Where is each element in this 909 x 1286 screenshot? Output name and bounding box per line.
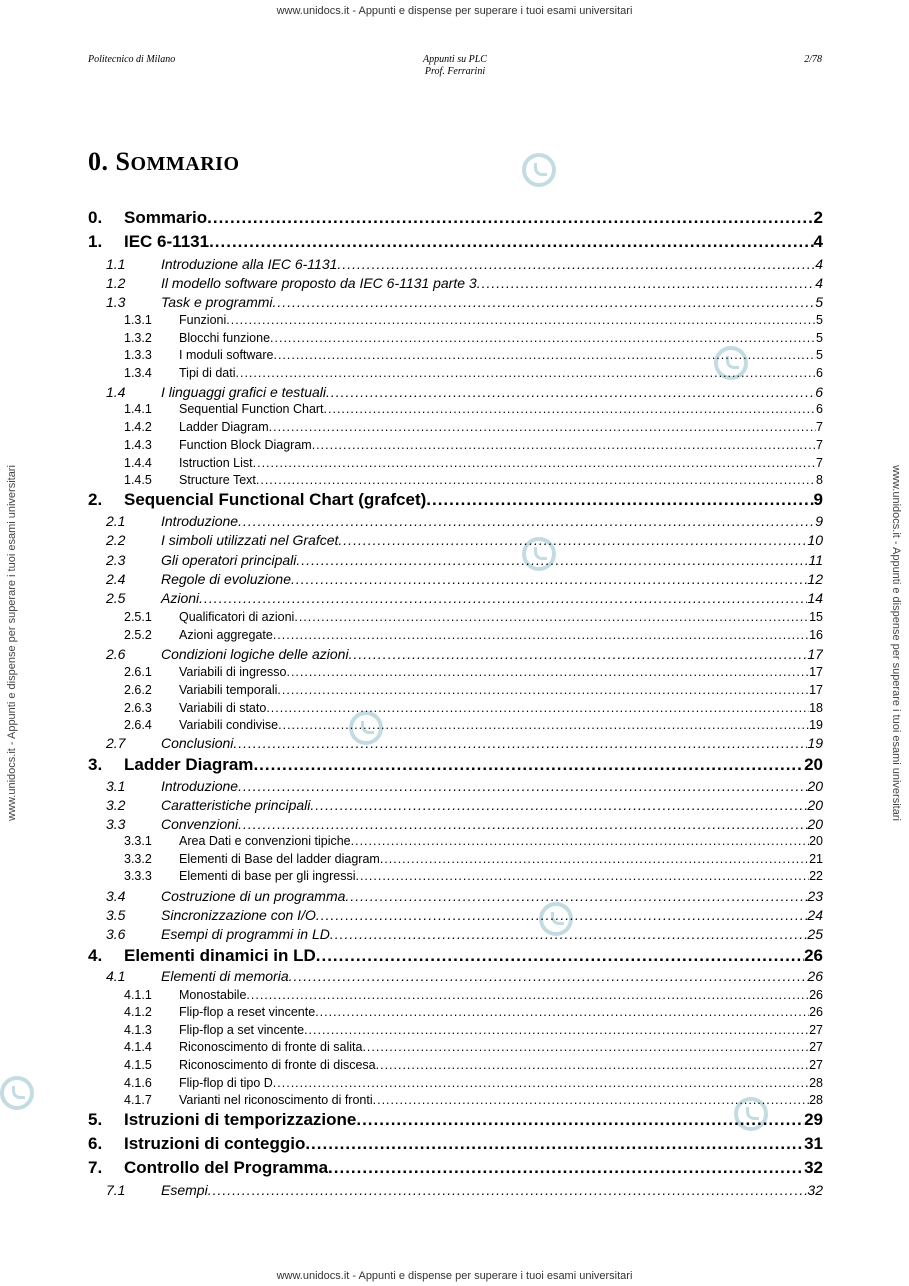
- toc-entry-label: Istruzioni di temporizzazione: [124, 1110, 357, 1129]
- toc-entry-number: 2.1: [106, 513, 126, 529]
- toc-entry-number: 4.1.7: [124, 1093, 152, 1107]
- toc-entry-label: Convenzioni: [161, 816, 239, 832]
- toc-entry-label: I linguaggi grafici e testuali: [161, 384, 326, 400]
- page-title: [88, 147, 240, 177]
- toc-entry-label: IEC 6-1131: [124, 232, 210, 251]
- toc-entry-level-2[interactable]: [88, 926, 823, 944]
- toc-entry-page: 20: [807, 816, 823, 832]
- toc-entry-level-3[interactable]: [88, 402, 823, 419]
- toc-entry-label: Costruzione di un programma: [161, 888, 346, 904]
- toc-entry-number: 4.1.1: [124, 988, 152, 1002]
- toc-leader-dots: [238, 816, 807, 832]
- toc-leader-dots: [273, 348, 816, 362]
- toc-leader-dots: [238, 778, 807, 794]
- toc-entry-number: 1.4.3: [124, 438, 152, 452]
- toc-entry-label: Istruction List: [179, 456, 253, 470]
- toc-entry-number: 2.5.2: [124, 628, 152, 642]
- toc-entry-number: 1.3.1: [124, 313, 152, 327]
- toc-leader-dots: [278, 718, 809, 732]
- toc-entry-level-1[interactable]: [88, 1110, 823, 1132]
- toc-entry-level-3[interactable]: [88, 1005, 823, 1022]
- toc-entry-level-2[interactable]: [88, 513, 823, 531]
- toc-entry-page: 15: [809, 610, 823, 624]
- toc-entry-label: Conclusioni: [161, 735, 234, 751]
- toc-entry-label: Monostabile: [179, 988, 247, 1002]
- toc-entry-page: 4: [813, 232, 823, 251]
- toc-entry-label: Sequential Function Chart: [179, 402, 324, 416]
- toc-leader-dots: [286, 665, 809, 679]
- toc-entry-number: 3.3: [106, 816, 126, 832]
- toc-leader-dots: [326, 384, 815, 400]
- toc-entry-label: Qualificatori di azioni: [179, 610, 295, 624]
- toc-entry-number: 1.2: [106, 275, 126, 291]
- toc-leader-dots: [351, 834, 809, 848]
- toc-entry-page: 11: [808, 552, 823, 568]
- toc-entry-label: I moduli software: [179, 348, 274, 362]
- toc-entry-number: 3.4: [106, 888, 126, 904]
- toc-entry-label: Variabili di ingresso: [179, 665, 287, 679]
- watermark-banner-top: www.unidocs.it - Appunti e dispense per superare i tuoi esami universitari: [276, 5, 633, 17]
- toc-entry-level-2[interactable]: [88, 294, 823, 312]
- toc-entry-label: Flip-flop a set vincente: [179, 1023, 305, 1037]
- toc-entry-page: 17: [807, 646, 823, 662]
- toc-entry-label: Regole di evoluzione: [161, 571, 291, 587]
- toc-leader-dots: [226, 313, 816, 327]
- toc-entry-number: 7.1: [106, 1182, 126, 1198]
- toc-entry-page: 29: [804, 1110, 823, 1129]
- toc-entry-number: 3.: [88, 755, 103, 774]
- toc-entry-page: 17: [809, 683, 823, 697]
- toc-entry-page: 20: [809, 834, 823, 848]
- toc-entry-label: Blocchi funzione: [179, 331, 271, 345]
- toc-entry-number: 4.1.5: [124, 1058, 152, 1072]
- toc-leader-dots: [289, 968, 808, 984]
- watermark-banner-bottom: www.unidocs.it - Appunti e dispense per superare i tuoi esami universitari: [276, 1270, 633, 1282]
- toc-entry-level-2[interactable]: [88, 571, 823, 589]
- toc-leader-dots: [315, 1005, 809, 1019]
- toc-entry-number: 7.: [88, 1158, 103, 1177]
- toc-entry-level-2[interactable]: [88, 888, 823, 906]
- toc-leader-dots: [294, 610, 809, 624]
- toc-entry-number: 4.1.6: [124, 1076, 152, 1090]
- toc-entry-label: Caratteristiche principali: [161, 797, 311, 813]
- toc-entry-number: 2.2: [106, 532, 126, 548]
- toc-entry-number: 3.3.1: [124, 834, 152, 848]
- toc-entry-level-2[interactable]: [88, 907, 823, 925]
- toc-entry-page: 28: [809, 1093, 823, 1107]
- toc-entry-label: Structure Text: [179, 473, 256, 487]
- toc-entry-level-2[interactable]: [88, 552, 823, 570]
- toc-entry-number: 1.4.1: [124, 402, 152, 416]
- toc-entry-label: Flip-flop a reset vincente: [179, 1005, 316, 1019]
- toc-entry-number: 1.3.3: [124, 348, 152, 362]
- toc-entry-page: 5: [815, 294, 823, 310]
- toc-entry-level-2[interactable]: [88, 778, 823, 796]
- toc-entry-label: Introduzione alla IEC 6-1131: [161, 256, 338, 272]
- toc-entry-label: Varianti nel riconoscimento di fronti: [179, 1093, 373, 1107]
- toc-leader-dots: [256, 473, 816, 487]
- toc-entry-number: 4.: [88, 946, 103, 965]
- page-title-initial: S: [115, 147, 131, 176]
- toc-entry-level-3[interactable]: [88, 420, 823, 437]
- toc-leader-dots: [209, 232, 813, 252]
- toc-leader-dots: [291, 571, 807, 587]
- toc-entry-page: 31: [804, 1134, 823, 1153]
- toc-entry-level-3[interactable]: [88, 348, 823, 365]
- toc-entry-level-1[interactable]: [88, 755, 823, 777]
- toc-entry-label: Controllo del Programma: [124, 1158, 329, 1177]
- toc-entry-page: 20: [804, 755, 823, 774]
- toc-entry-page: 28: [809, 1076, 823, 1090]
- toc-entry-level-3[interactable]: [88, 683, 823, 700]
- toc-entry-page: 26: [809, 1005, 823, 1019]
- toc-entry-number: 4.1.3: [124, 1023, 152, 1037]
- toc-entry-number: 2.5.1: [124, 610, 152, 624]
- watermark-side-left-text: www.unidocs.it - Appunti e dispense per superare i tuoi esami universitari: [6, 465, 19, 821]
- toc-entry-number: 1.3.2: [124, 331, 152, 345]
- toc-entry-level-2[interactable]: [88, 735, 823, 753]
- header-course: [380, 54, 530, 78]
- toc-leader-dots: [337, 256, 815, 272]
- toc-entry-label: Elementi di base per gli ingressi: [179, 869, 356, 883]
- toc-entry-page: 5: [816, 331, 823, 345]
- toc-entry-page: 10: [807, 532, 823, 548]
- toc-entry-page: 2: [813, 208, 823, 227]
- toc-entry-label: Elementi di Base del ladder diagram: [179, 852, 380, 866]
- toc-entry-page: 25: [807, 926, 823, 942]
- toc-entry-number: 3.3.3: [124, 869, 152, 883]
- toc-entry-level-1[interactable]: [88, 208, 823, 230]
- toc-entry-page: 32: [807, 1182, 823, 1198]
- toc-leader-dots: [362, 1040, 809, 1054]
- toc-entry-number: 2.6.2: [124, 683, 152, 697]
- toc-entry-number: 5.: [88, 1110, 103, 1129]
- toc-entry-page: 18: [809, 701, 823, 715]
- toc-entry-label: Elementi di memoria: [161, 968, 289, 984]
- toc-entry-page: 26: [807, 968, 823, 984]
- toc-entry-label: Task e programmi: [161, 294, 273, 310]
- toc-entry-page: 6: [815, 384, 823, 400]
- toc-entry-level-1[interactable]: [88, 946, 823, 968]
- toc-leader-dots: [328, 1158, 804, 1178]
- toc-entry-label: Riconoscimento di fronte di salita: [179, 1040, 363, 1054]
- toc-entry-page: 17: [809, 665, 823, 679]
- toc-leader-dots: [266, 701, 809, 715]
- toc-leader-dots: [238, 513, 815, 529]
- toc-entry-page: 27: [809, 1058, 823, 1072]
- toc-entry-level-2[interactable]: [88, 646, 823, 664]
- toc-leader-dots: [270, 331, 816, 345]
- toc-leader-dots: [373, 1093, 809, 1107]
- toc-entry-label: Azioni aggregate: [179, 628, 273, 642]
- toc-entry-page: 9: [815, 513, 823, 529]
- toc-leader-dots: [316, 946, 804, 966]
- toc-entry-level-2[interactable]: [88, 384, 823, 402]
- header-course-title: Appunti su PLC: [423, 54, 487, 65]
- toc-leader-dots: [207, 208, 813, 228]
- toc-entry-label: Variabili di stato: [179, 701, 267, 715]
- toc-leader-dots: [310, 797, 807, 813]
- toc-entry-page: 32: [804, 1158, 823, 1177]
- toc-entry-page: 12: [807, 571, 823, 587]
- toc-entry-number: 2.7: [106, 735, 126, 751]
- toc-entry-level-1[interactable]: [88, 1134, 823, 1156]
- toc-entry-page: 26: [809, 988, 823, 1002]
- toc-entry-number: 2.6.4: [124, 718, 152, 732]
- watermark-logo-icon: [0, 1076, 34, 1110]
- toc-entry-page: 26: [804, 946, 823, 965]
- header-page-number: 2/78: [804, 54, 822, 65]
- toc-entry-level-3[interactable]: [88, 701, 823, 718]
- toc-leader-dots: [330, 926, 808, 942]
- toc-entry-number: 0.: [88, 208, 103, 227]
- toc-entry-page: 5: [816, 348, 823, 362]
- toc-entry-label: Azioni: [161, 590, 200, 606]
- toc-entry-label: Variabili condivise: [179, 718, 279, 732]
- toc-entry-number: 2.4: [106, 571, 126, 587]
- toc-entry-page: 27: [809, 1023, 823, 1037]
- toc-entry-label: I simboli utilizzati nel Grafcet: [161, 532, 339, 548]
- toc-leader-dots: [273, 628, 809, 642]
- toc-entry-level-3[interactable]: [88, 834, 823, 851]
- toc-leader-dots: [380, 852, 809, 866]
- toc-leader-dots: [324, 402, 817, 416]
- toc-entry-page: 4: [815, 275, 823, 291]
- toc-entry-label: Sommario: [124, 208, 208, 227]
- toc-entry-level-3[interactable]: [88, 988, 823, 1005]
- toc-entry-page: 22: [809, 869, 823, 883]
- toc-entry-page: 21: [809, 852, 823, 866]
- toc-entry-level-2[interactable]: [88, 797, 823, 815]
- toc-entry-number: 3.3.2: [124, 852, 152, 866]
- toc-leader-dots: [312, 438, 816, 452]
- toc-entry-level-3[interactable]: [88, 313, 823, 330]
- toc-entry-label: Sequencial Functional Chart (grafcet): [124, 490, 427, 509]
- toc-entry-page: 23: [807, 888, 823, 904]
- toc-entry-page: 8: [816, 473, 823, 487]
- toc-entry-level-1[interactable]: [88, 232, 823, 254]
- toc-entry-number: 3.5: [106, 907, 126, 923]
- toc-leader-dots: [253, 755, 804, 775]
- toc-entry-number: 6.: [88, 1134, 103, 1153]
- toc-entry-number: 4.1: [106, 968, 126, 984]
- toc-entry-number: 4.1.4: [124, 1040, 152, 1054]
- toc-entry-number: 2.6.1: [124, 665, 152, 679]
- toc-entry-label: Area Dati e convenzioni tipiche: [179, 834, 351, 848]
- toc-entry-level-3[interactable]: [88, 456, 823, 473]
- toc-entry-level-3[interactable]: [88, 331, 823, 348]
- toc-entry-level-3[interactable]: [88, 628, 823, 645]
- toc-entry-label: Introduzione: [161, 778, 239, 794]
- toc-entry-level-2[interactable]: [88, 968, 823, 986]
- toc-entry-label: Condizioni logiche delle azioni: [161, 646, 349, 662]
- toc-entry-page: 7: [816, 420, 823, 434]
- toc-entry-level-2[interactable]: [88, 590, 823, 608]
- toc-entry-label: Istruzioni di conteggio: [124, 1134, 306, 1153]
- toc-entry-page: 5: [816, 313, 823, 327]
- toc-entry-label: Sincronizzazione con I/O: [161, 907, 316, 923]
- watermark-side-right: [888, 0, 904, 1286]
- toc-entry-level-3[interactable]: [88, 473, 823, 490]
- toc-leader-dots: [246, 988, 809, 1002]
- page-title-rest: OMMARIO: [130, 153, 240, 175]
- toc-leader-dots: [253, 456, 816, 470]
- toc-entry-label: Flip-flop di tipo D: [179, 1076, 273, 1090]
- toc-entry-label: Riconoscimento di fronte di discesa: [179, 1058, 376, 1072]
- toc-entry-page: 19: [809, 718, 823, 732]
- toc-entry-number: 2.6.3: [124, 701, 152, 715]
- toc-leader-dots: [304, 1023, 809, 1037]
- toc-leader-dots: [426, 490, 813, 510]
- toc-entry-number: 1.3: [106, 294, 126, 310]
- toc-entry-label: Il modello software proposto da IEC 6-1131 parte 3: [161, 275, 477, 291]
- toc-entry-level-1[interactable]: [88, 1158, 823, 1180]
- toc-entry-label: Elementi dinamici in LD: [124, 946, 316, 965]
- toc-leader-dots: [349, 646, 808, 662]
- page-title-number: 0.: [88, 147, 109, 176]
- toc-entry-page: 7: [816, 456, 823, 470]
- watermark-logo-icon: [522, 153, 556, 187]
- toc-leader-dots: [316, 907, 808, 923]
- toc-entry-page: 6: [816, 402, 823, 416]
- toc-entry-number: 2.5: [106, 590, 126, 606]
- toc-entry-level-3[interactable]: [88, 665, 823, 682]
- toc-entry-number: 2.: [88, 490, 103, 509]
- toc-entry-label: Introduzione: [161, 513, 239, 529]
- toc-leader-dots: [338, 532, 807, 548]
- toc-leader-dots: [199, 590, 807, 606]
- toc-entry-number: 3.1: [106, 778, 126, 794]
- toc-entry-level-2[interactable]: [88, 256, 823, 274]
- toc-entry-label: Funzioni: [179, 313, 227, 327]
- toc-entry-level-3[interactable]: [88, 1023, 823, 1040]
- toc-entry-level-3[interactable]: [88, 366, 823, 383]
- toc-entry-level-3[interactable]: [88, 718, 823, 735]
- toc-entry-number: 1.4.5: [124, 473, 152, 487]
- toc-entry-page: 14: [807, 590, 823, 606]
- toc-leader-dots: [273, 1076, 809, 1090]
- toc-entry-label: Function Block Diagram: [179, 438, 312, 452]
- toc-entry-level-3[interactable]: [88, 1040, 823, 1057]
- toc-entry-number: 1.4.2: [124, 420, 152, 434]
- toc-entry-level-3[interactable]: [88, 869, 823, 886]
- toc-leader-dots: [477, 275, 816, 291]
- toc-entry-level-2[interactable]: [88, 816, 823, 834]
- toc-leader-dots: [273, 294, 816, 310]
- watermark-side-right-text: www.unidocs.it - Appunti e dispense per superare i tuoi esami universitari: [890, 465, 903, 821]
- toc-leader-dots: [356, 1110, 804, 1130]
- toc-entry-level-1[interactable]: [88, 490, 823, 512]
- toc-entry-label: Ladder Diagram: [179, 420, 269, 434]
- toc-entry-page: 7: [816, 438, 823, 452]
- toc-entry-number: 1.: [88, 232, 103, 251]
- toc-leader-dots: [376, 1058, 809, 1072]
- toc-leader-dots: [305, 1134, 804, 1154]
- toc-entry-page: 9: [813, 490, 823, 509]
- toc-entry-page: 4: [815, 256, 823, 272]
- toc-leader-dots: [208, 1182, 808, 1198]
- toc-entry-page: 20: [807, 778, 823, 794]
- toc-leader-dots: [233, 735, 807, 751]
- toc-entry-level-3[interactable]: [88, 1076, 823, 1093]
- toc-entry-label: Gli operatori principali: [161, 552, 297, 568]
- toc-entry-label: Esempi di programmi in LD: [161, 926, 330, 942]
- toc-entry-number: 2.6: [106, 646, 126, 662]
- toc-entry-label: Tipi di dati: [179, 366, 236, 380]
- toc-entry-level-2[interactable]: [88, 532, 823, 550]
- toc-entry-level-3[interactable]: [88, 1093, 823, 1110]
- toc-entry-number: 1.3.4: [124, 366, 152, 380]
- toc-leader-dots: [269, 420, 816, 434]
- header-institution: Politecnico di Milano: [88, 54, 176, 65]
- toc-entry-number: 3.6: [106, 926, 126, 942]
- toc-entry-page: 19: [807, 735, 823, 751]
- toc-entry-label: Variabili temporali: [179, 683, 278, 697]
- toc-entry-page: 20: [807, 797, 823, 813]
- toc-entry-number: 2.3: [106, 552, 126, 568]
- toc-entry-page: 24: [807, 907, 823, 923]
- toc-leader-dots: [296, 552, 808, 568]
- toc-entry-label: Esempi: [161, 1182, 208, 1198]
- toc-entry-level-3[interactable]: [88, 852, 823, 869]
- toc-entry-number: 3.2: [106, 797, 126, 813]
- toc-entry-number: 4.1.2: [124, 1005, 152, 1019]
- toc-leader-dots: [345, 888, 807, 904]
- toc-entry-number: 1.4: [106, 384, 126, 400]
- toc-entry-level-3[interactable]: [88, 438, 823, 455]
- toc-entry-page: 27: [809, 1040, 823, 1054]
- toc-entry-level-2[interactable]: [88, 1182, 823, 1200]
- toc-entry-level-3[interactable]: [88, 610, 823, 627]
- toc-leader-dots: [236, 366, 817, 380]
- toc-entry-level-2[interactable]: [88, 275, 823, 293]
- toc-leader-dots: [355, 869, 809, 883]
- toc-entry-label: Ladder Diagram: [124, 755, 254, 774]
- header-professor: Prof. Ferrarini: [424, 66, 486, 77]
- toc-entry-level-3[interactable]: [88, 1058, 823, 1075]
- toc-entry-page: 16: [809, 628, 823, 642]
- toc-entry-page: 6: [816, 366, 823, 380]
- toc-entry-number: 1.1: [106, 256, 126, 272]
- toc-entry-number: 1.4.4: [124, 456, 152, 470]
- toc-leader-dots: [277, 683, 809, 697]
